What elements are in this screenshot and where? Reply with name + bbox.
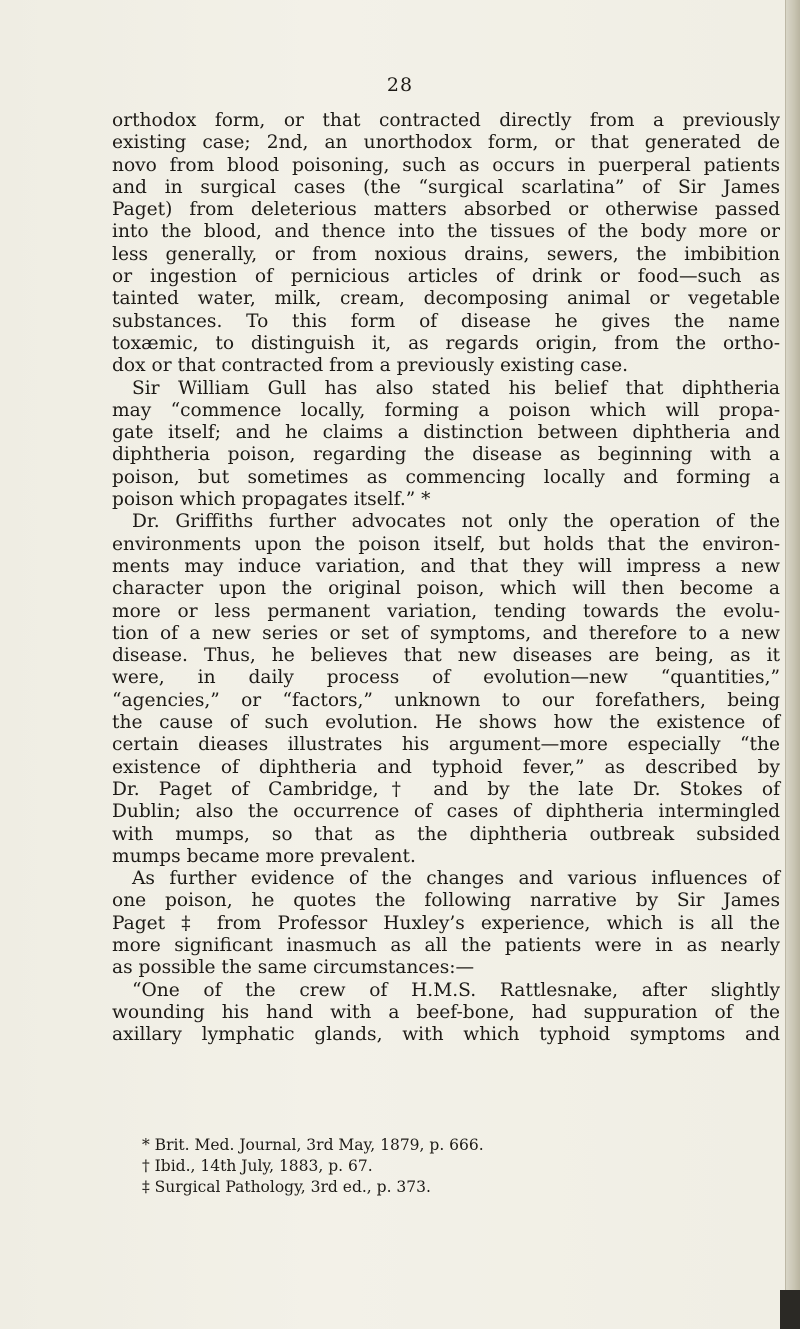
text-line: “agencies,” or “factors,” unknown to our forefathers, being: [112, 689, 780, 711]
text-line: Dr. Paget of Cambridge,† and by the late Dr. Stokes of: [112, 778, 780, 800]
text-line: character upon the original poison, which will then become a: [112, 578, 780, 600]
page-corner-shadow: [780, 1290, 800, 1329]
body-text: [112, 110, 780, 1046]
text-line: diphtheria poison, regarding the disease as beginning with a: [112, 444, 780, 466]
text-line: poison which propagates itself.” *: [112, 489, 431, 511]
text-line: environments upon the poison itself, but holds that the environ-: [112, 533, 780, 555]
text-line: into the blood, and thence into the tissues of the body more or: [112, 221, 780, 243]
text-line: tion of a new series or set of symptoms, and therefore to a new: [112, 622, 780, 644]
text-line: gate itself; and he claims a distinction between diphtheria and: [112, 422, 780, 444]
text-line: “One of the crew of H.M.S. Rattlesnake, after slightly: [132, 979, 780, 1001]
text-line: ments may induce variation, and that they will impress a new: [112, 555, 780, 577]
text-line: as possible the same circumstances:—: [112, 957, 475, 979]
text-line: toxæmic, to distinguish it, as regards origin, from the ortho-: [112, 332, 780, 354]
text-line: wounding his hand with a beef-bone, had suppuration of the: [112, 1001, 780, 1023]
text-line: substances. To this form of disease he gives the name: [112, 310, 780, 332]
footnote: ‡ Surgical Pathology, 3rd ed., p. 373.: [142, 1178, 431, 1196]
text-line: and in surgical cases (the “surgical scarlatina” of Sir James: [112, 176, 780, 198]
text-line: more or less permanent variation, tending towards the evolu-: [112, 600, 780, 622]
text-line: existing case; 2nd, an unorthodox form, or that generated de: [112, 132, 780, 154]
text-line: or ingestion of pernicious articles of drink or food—such as: [112, 266, 780, 288]
text-line: may “commence locally, forming a poison which will propa-: [112, 399, 780, 421]
footnote: * Brit. Med. Journal, 3rd May, 1879, p. 666.: [142, 1136, 484, 1154]
text-line: novo from blood poisoning, such as occurs in puerperal patients: [112, 154, 780, 176]
text-line: existence of diphtheria and typhoid fever,” as described by: [112, 756, 780, 778]
page-edge: [785, 0, 800, 1329]
text-line: certain dieases illustrates his argument—more especially “the: [112, 734, 780, 756]
text-line: more significant inasmuch as all the patients were in as nearly: [112, 934, 780, 956]
footnote: † Ibid., 14th July, 1883, p. 67.: [142, 1157, 373, 1175]
text-line: orthodox form, or that contracted directly from a previously: [112, 110, 780, 131]
text-line: As further evidence of the changes and various influences of: [132, 868, 780, 890]
text-line: Sir William Gull has also stated his belief that diphtheria: [132, 377, 780, 399]
footnotes: [142, 1135, 762, 1198]
text-line: Paget) from deleterious matters absorbed or otherwise passed: [112, 199, 780, 221]
text-line: Paget ‡ from Professor Huxley’s experience, which is all the: [112, 912, 780, 934]
text-line: tainted water, milk, cream, decomposing animal or vegetable: [112, 288, 780, 310]
text-line: mumps became more prevalent.: [112, 845, 416, 867]
page-number: 28: [386, 74, 414, 96]
text-line: with mumps, so that as the diphtheria outbreak subsided: [112, 823, 780, 845]
text-line: disease. Thus, he believes that new diseases are being, as it: [112, 645, 780, 667]
text-line: axillary lymphatic glands, with which typhoid symptoms and: [112, 1024, 780, 1046]
text-line: the cause of such evolution. He shows how the existence of: [112, 712, 780, 734]
text-line: dox or that contracted from a previously existing case.: [112, 355, 629, 377]
text-line: were, in daily process of evolution—new “quantities,”: [112, 667, 780, 689]
text-line: Dr. Griffiths further advocates not only the operation of the: [132, 511, 780, 533]
text-line: poison, but sometimes as commencing locally and forming a: [112, 466, 780, 488]
text-line: less generally, or from noxious drains, sewers, the imbibition: [112, 243, 780, 265]
text-line: one poison, he quotes the following narrative by Sir James: [112, 890, 780, 912]
text-line: Dublin; also the occurrence of cases of diphtheria intermingled: [112, 801, 780, 823]
